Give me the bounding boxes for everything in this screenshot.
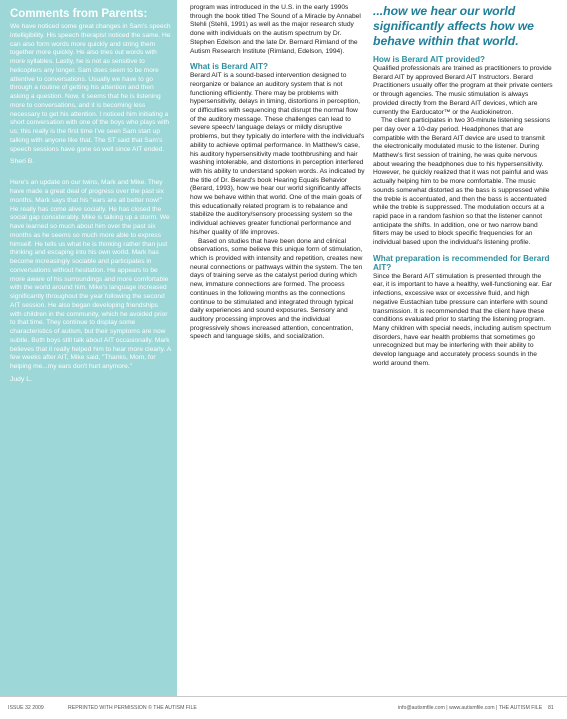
- heading-preparation: What preparation is recommended for Berard AIT?: [373, 253, 550, 272]
- heading-how-provided: How is Berard AIT provided?: [373, 55, 486, 64]
- pull-quote: ...how we hear our world significantly affects how we behave within that world.: [373, 4, 534, 48]
- preparation-paragraph: Since the Berard AIT stimulation is presented through the ear, it is important to have a healthy, well-functioning ear. Ear infections, excessive wax or excessive fluid, and high negative Eustachian tube pressure can interfere with sound transmission. It is recommended that the client have these conditions evaluated prior to starting the listening program. Many children with special needs, including autism spectrum disorders, have ear health problems that sometimes go unrecognized but may be interfering with their ability to develop language and accurately process sounds in the world around them.: [373, 272, 552, 367]
- sessions-paragraph: The client participates in two 30-minute listening sessions per day over a 10-day period. Headphones that are compatible with the Berard AIT device are used to transmit the electronically modulated music to the listener. During Matthew's first session of training, he was quite nervous about wearing the headphones due to his hypersensitivity. However, he quickly realized that it was not painful and was actually helping him to be more comfortable. The music sounds somewhat distorted as the bass is suppressed while the treble is accentuated, and then the bass is accentuated while the treble is suppressed. The modulation occurs at a rapid pace in a random fashion so that the listener cannot anticipate the shifts. In addition, one or two narrow band filters may be used to block specific frequencies for an individual based upon the individual's listening profile.: [373, 117, 551, 247]
- heading-what-is-ait: What is Berard AIT?: [190, 62, 268, 72]
- parent-signature-1: Sheri B.: [10, 158, 35, 166]
- studies-paragraph: Based on studies that have been done and clinical observations, some believe this unique form of stimulation, which is provided with intensity and repetition, creates new neural connections or pathways within the system. The ten days of training serve as the catalyst period during which new, immature connections are formed. The process continues in the following months as the connections continue to be stimulated and integrated through typical daily experiences and sound exposures. Sensory and auditory processing improves and the individual progressively shows increased attention, concentration, speech and language skills, and socialization.: [190, 237, 363, 341]
- parent-comments-sidebar: [0, 0, 177, 697]
- sidebar-title: Comments from Parents:: [10, 8, 148, 20]
- parent-signature-2: Judy L.: [10, 375, 32, 383]
- middle-column: [190, 4, 365, 342]
- what-is-paragraph: Berard AIT is a sound-based intervention designed to reorganize or balance an auditory system that is not functioning efficiently. There may be problems with hypersensitivity, delays in timing, distortions in perception, or difficulties with sequencing that disrupt the normal flow of the auditory message. These challenges can lead to severe speech/ language delays or mildly disruptive problems, but they typically do interfere with the individual's ability to achieve optimal performance. In Matthew's case, his auditory hypersensitivity made toothbrushing and hair washing intolerable, and distortions in perception interfered with his ability to understand spoken words. As indicated by the title of Dr. Berard's book Hearing Equals Behavior (Berard, 1993), how we hear our world significantly affects how we behave within that world. One of the main goals of this educationally related program is to rebalance and stabilize the auditory/sensory processing system so the individual achieves greater functional performance and his/her quality of life improves.: [190, 72, 365, 236]
- intro-paragraph: program was introduced in the U.S. in the early 1990s through the book titled The Sound of a Miracle by Annabel Stehli (Stehli, 1991) as well as the major research study done with individuals on the autism spectrum by Dr. Stephen Edelson and the late Dr. Bernard Rimland of the Autism Research Institute (Rimland, Edelson, 1994).: [190, 4, 361, 55]
- reprint-notice: REPRINTED WITH PERMISSION © THE AUTISM FILE: [68, 705, 197, 711]
- page-number: 81: [548, 705, 554, 711]
- website-info: info@autismfile.com | www.autismfile.com | THE AUTISM FILE: [398, 705, 543, 711]
- page-footer: [0, 697, 567, 719]
- parent-comment-2: Here's an update on our twins, Mark and Mike. They have made a great deal of progress over the past six months. Mark says that his "ears are all better now!" He really has come alive socially. He has closed the social gap considerably. Mike is talking up a storm. We have learned so much about him over the past six months as he seems so much more able to express himself. He tells us what he is thinking rather than just thinking and escaping into his own world. Mark has become increasingly sociable and participates in conversations without hesitation. He appears to be more aware of his surroundings and more comfortable with the world around him. Mike's language increased significantly throughout the year following the second AIT session. He also began developing friendships with children in the community, which he avoided prior to that time. They continue to display some characteristics of autism, but their symptoms are now subtle. Both boys still talk about AIT occasionally. Mark believes that it really helped him to hear more clearly. A few weeks after AIT, Mike said, "Thanks, Mom, for helping me...my ears don't hurt anymore.": [10, 179, 171, 370]
- right-column: [373, 4, 553, 369]
- issue-label: ISSUE 32 2009: [8, 705, 44, 711]
- parent-comment-1: We have noticed some great changes in Sam's speech intelligibility. His speech therapist noticed the same. He can also form words more quickly and string them together more quickly. He also tries out words with more syllables. Lastly, he is not as sensitive to helicopters any longer. Sam does seem to be more attentive to conversations. Usually we have to go through a routine of getting his attention and then asking a question. Now, it seems that he is listening more to conversations, and it is becoming less necessary to get his attention. I noticed him initiating a short conversation with one of the boys who plays with us; this really is the first time I've seen Sam start up talking with anyone like that. The ST said that Sam's speech sessions have gone so well since AIT ended.: [10, 23, 171, 153]
- how-provided-paragraph: Qualified professionals are trained as practitioners to provide Berard AIT by approved Berard AIT Instructors. Berard Practitioners usually offer the program at their private centers or through agencies. The music stimulation is always provided directly from the Berard AIT devices, which are currently the Earducator™ or the Audiokinetron.: [373, 65, 553, 116]
